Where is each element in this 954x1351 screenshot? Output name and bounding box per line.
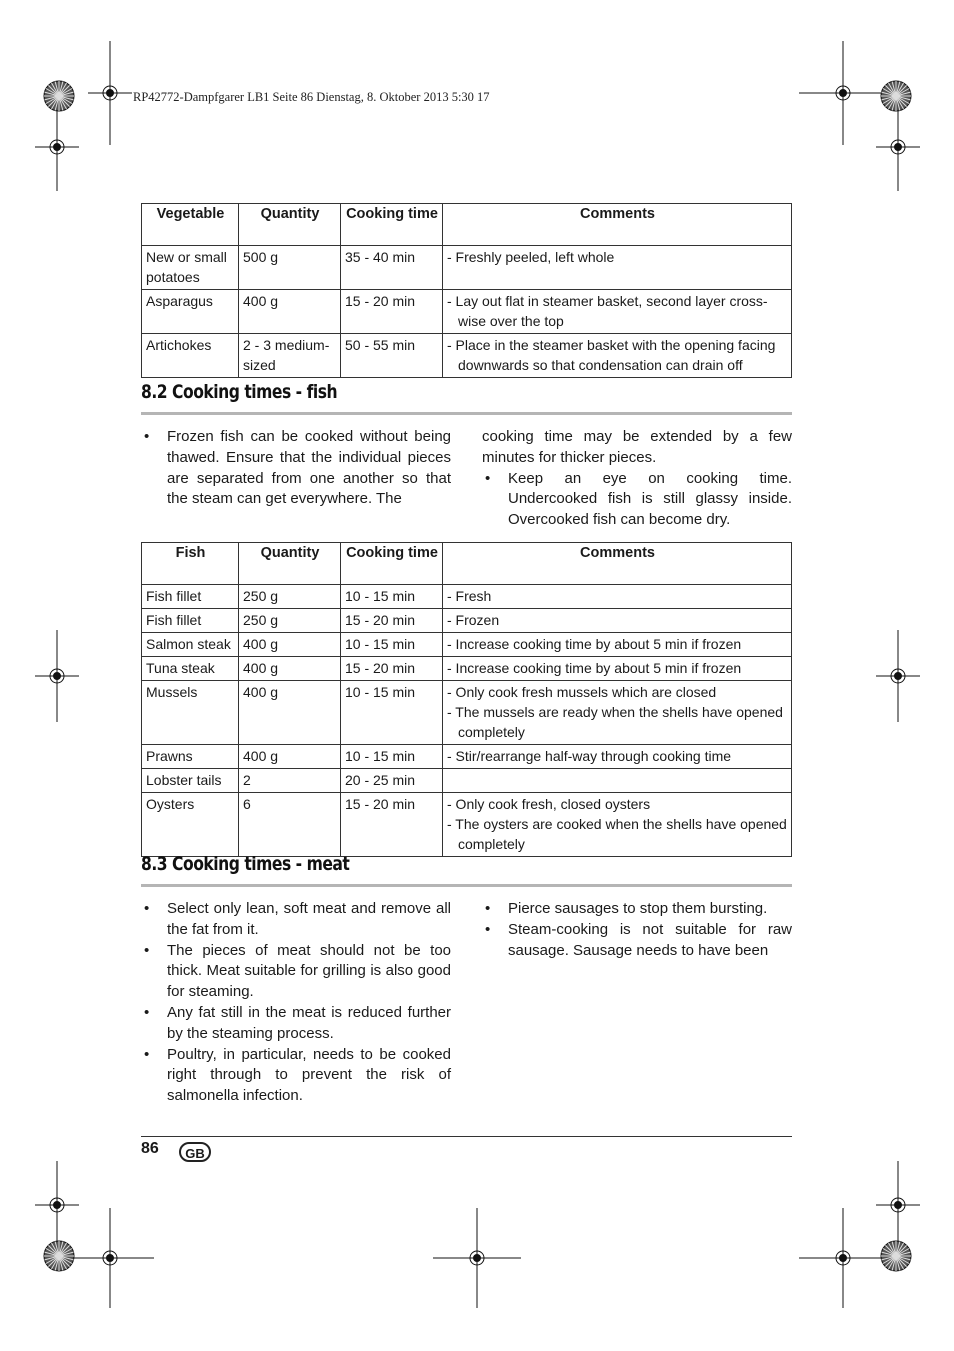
table-cell-comments [443,793,792,857]
table-row [142,290,792,334]
comment-line: - Freshly peeled, left whole [447,249,615,265]
table-row [142,745,792,769]
table-cell-qty: 400 g [239,745,341,769]
table-cell-item: Tuna steak [142,657,239,681]
vegetable-table [141,203,792,378]
table-cell-time: 20 - 25 min [341,769,443,793]
col-header: Comments [443,543,792,585]
col-header: Vegetable [142,204,239,246]
table-cell-time: 10 - 15 min [341,745,443,769]
comment-line: - The oysters are cooked when the shells have opened completely [447,816,787,852]
print-header-line: RP42772-Dampfgarer LB1 Seite 86 Dienstag, 8. Oktober 2013 5:30 17 [133,90,490,104]
list-item: • Pierce sausages to stop them bursting. [482,899,792,920]
list-item: • Any fat still in the meat is reduced further by the steaming process. [141,1003,451,1045]
comment-line: - Increase cooking time by about 5 min if frozen [447,636,742,652]
table-row [142,246,792,290]
table-cell-qty: 400 g [239,290,341,334]
comment-line: - The mussels are ready when the shells have opened completely [447,704,783,740]
table-cell-item: Fish fillet [142,609,239,633]
table-cell-time: 15 - 20 min [341,657,443,681]
section-heading-meat: 8.3 Cooking times - meat [141,853,350,875]
table-cell-qty: 2 - 3 medium-sized [239,334,341,378]
table-row [142,793,792,857]
list-item: • The pieces of meat should not be too thick. Meat suitable for grilling is also good for steaming. [141,941,451,1003]
col-header: Fish [142,543,239,585]
table-cell-item: Salmon steak [142,633,239,657]
list-item: • Steam-cooking is not suitable for raw sausage. Sausage needs to have been [482,920,792,962]
table-cell-comments [443,681,792,745]
list-item: • Frozen fish can be cooked without being thawed. Ensure that the individual pieces are separated from one another so that the steam can get everywhere. The [141,427,451,510]
table-cell-time: 10 - 15 min [341,681,443,745]
list-item: • Select only lean, soft meat and remove all the fat from it. [141,899,451,941]
table-row [142,609,792,633]
table-cell-time: 10 - 15 min [341,585,443,609]
table-cell-qty: 250 g [239,609,341,633]
table-cell-item: Mussels [142,681,239,745]
comment-line: - Lay out flat in steamer basket, second layer cross-wise over the top [447,293,768,329]
table-cell-time: 10 - 15 min [341,633,443,657]
comment-line: - Only cook fresh mussels which are closed [447,684,717,700]
language-badge: GB [179,1142,211,1162]
table-cell-item: Lobster tails [142,769,239,793]
comment-line: - Only cook fresh, closed oysters [447,796,651,812]
col-header: Cooking time [341,543,443,585]
table-cell-comments [443,290,792,334]
table-cell-comments [443,657,792,681]
col-header: Comments [443,204,792,246]
table-row [142,657,792,681]
fish-table [141,542,792,857]
table-cell-comments [443,609,792,633]
table-cell-item: Prawns [142,745,239,769]
table-cell-item: Fish fillet [142,585,239,609]
comment-line: - Fresh [447,588,492,604]
col-header: Quantity [239,204,341,246]
section-rule [141,884,792,887]
table-cell-item: Artichokes [142,334,239,378]
table-cell-comments [443,769,792,793]
table-cell-qty: 250 g [239,585,341,609]
table-row [142,769,792,793]
table-cell-time: 15 - 20 min [341,290,443,334]
table-cell-qty: 500 g [239,246,341,290]
fish-left-column [141,427,451,510]
table-cell-time: 15 - 20 min [341,793,443,857]
list-item: • Poultry, in particular, needs to be cooked right through to prevent the risk of salmonella infection. [141,1045,451,1107]
table-cell-comments [443,633,792,657]
table-cell-time: 50 - 55 min [341,334,443,378]
comment-line: - Frozen [447,612,500,628]
footer-rule [141,1136,792,1137]
table-cell-comments [443,334,792,378]
meat-left-column [141,899,451,1107]
table-cell-item: Asparagus [142,290,239,334]
table-cell-item: New or small potatoes [142,246,239,290]
col-header: Cooking time [341,204,443,246]
table-cell-comments [443,585,792,609]
table-cell-comments [443,745,792,769]
page-number: 86 [141,1140,159,1157]
comment-line: - Increase cooking time by about 5 min if frozen [447,660,742,676]
table-cell-qty: 2 [239,769,341,793]
table-cell-time: 15 - 20 min [341,609,443,633]
table-cell-qty: 400 g [239,633,341,657]
table-row [142,585,792,609]
table-cell-comments [443,246,792,290]
comment-line: - Stir/rearrange half-way through cooking time [447,748,732,764]
comment-line: - Place in the steamer basket with the opening facing downwards so that condensation can drain off [447,337,776,373]
list-item-continuation: cooking time may be extended by a few minutes for thicker pieces. [482,428,792,466]
table-cell-qty: 400 g [239,681,341,745]
table-row [142,681,792,745]
meat-right-column [482,899,792,961]
table-cell-qty: 6 [239,793,341,857]
table-row [142,334,792,378]
fish-right-column [482,427,792,531]
section-rule [141,412,792,415]
table-cell-qty: 400 g [239,657,341,681]
table-row [142,633,792,657]
table-cell-item: Oysters [142,793,239,857]
col-header: Quantity [239,543,341,585]
table-cell-time: 35 - 40 min [341,246,443,290]
list-item: • Keep an eye on cooking time. Undercooked fish is still glassy inside. Overcooked fish can become dry. [482,469,792,531]
section-heading-fish: 8.2 Cooking times - fish [141,381,338,403]
